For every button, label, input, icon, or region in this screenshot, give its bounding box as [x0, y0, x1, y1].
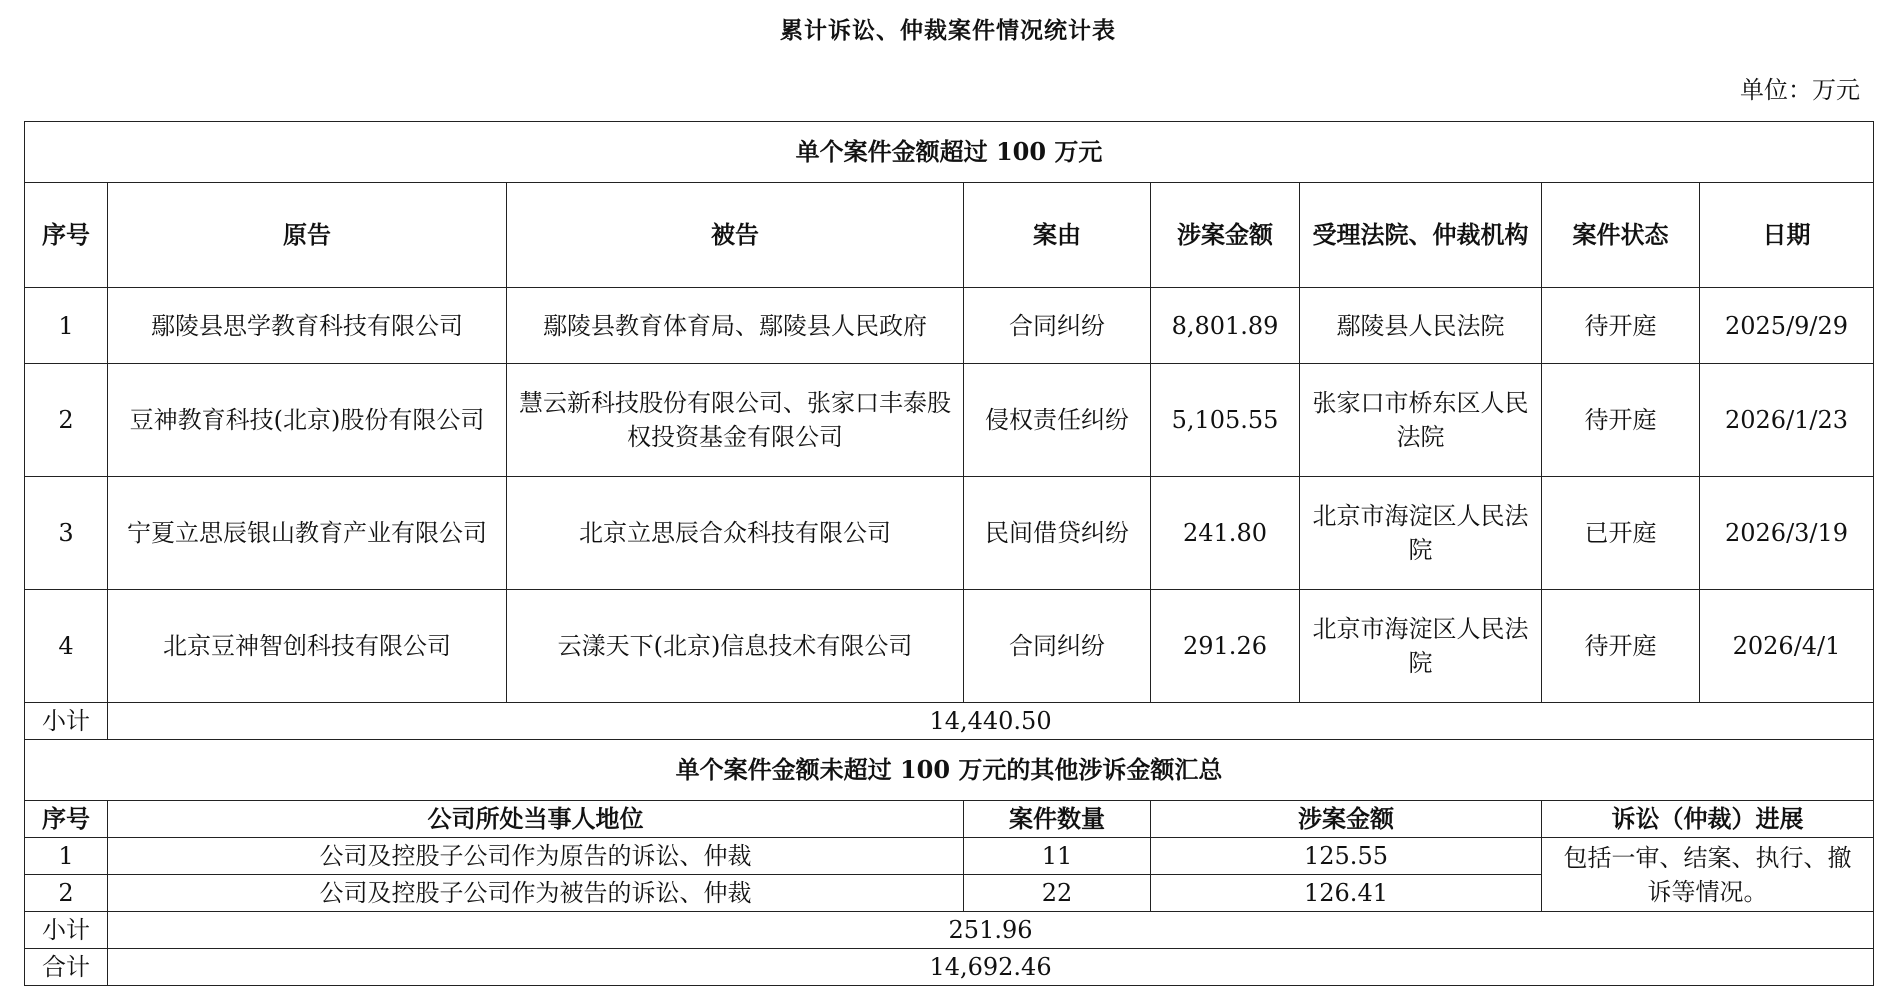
table-row	[25, 590, 1874, 703]
col-header-cause: 案由	[964, 183, 1151, 288]
case-cause: 民间借贷纠纷	[964, 477, 1151, 590]
summary-index: 2	[25, 875, 108, 912]
case-amount: 5,105.55	[1151, 364, 1300, 477]
total-label: 合计	[25, 949, 108, 986]
case-plaintiff: 北京豆神智创科技有限公司	[108, 590, 507, 703]
case-plaintiff: 豆神教育科技(北京)股份有限公司	[108, 364, 507, 477]
table-row	[25, 364, 1874, 477]
summary-party-role: 公司及控股子公司作为原告的诉讼、仲裁	[108, 838, 964, 875]
case-amount: 8,801.89	[1151, 288, 1300, 364]
case-defendant: 北京立思辰合众科技有限公司	[507, 477, 964, 590]
summary-party-role: 公司及控股子公司作为被告的诉讼、仲裁	[108, 875, 964, 912]
case-plaintiff: 宁夏立思辰银山教育产业有限公司	[108, 477, 507, 590]
page-title: 累计诉讼、仲裁案件情况统计表	[780, 17, 1116, 44]
litigation-table	[24, 121, 1874, 986]
case-index: 4	[25, 590, 108, 703]
table-row	[25, 838, 1874, 875]
case-cause: 侵权责任纠纷	[964, 364, 1151, 477]
section2-subtotal-row	[25, 912, 1874, 949]
summary-case-count: 11	[964, 838, 1151, 875]
col-header-amount: 涉案金额	[1151, 183, 1300, 288]
case-status: 待开庭	[1542, 288, 1700, 364]
col-header-party-role: 公司所处当事人地位	[108, 801, 964, 838]
case-defendant: 鄢陵县教育体育局、鄢陵县人民政府	[507, 288, 964, 364]
case-court: 北京市海淀区人民法院	[1300, 590, 1542, 703]
grand-total-row	[25, 949, 1874, 986]
col-header-court: 受理法院、仲裁机构	[1300, 183, 1542, 288]
case-cause: 合同纠纷	[964, 288, 1151, 364]
subtotal-value: 14,440.50	[108, 703, 1874, 740]
case-cause: 合同纠纷	[964, 590, 1151, 703]
table-row	[25, 288, 1874, 364]
case-date: 2026/3/19	[1700, 477, 1874, 590]
case-date: 2025/9/29	[1700, 288, 1874, 364]
case-index: 2	[25, 364, 108, 477]
case-index: 1	[25, 288, 108, 364]
section1-header-row	[25, 183, 1874, 288]
case-amount: 291.26	[1151, 590, 1300, 703]
col-header-plaintiff: 原告	[108, 183, 507, 288]
case-court: 北京市海淀区人民法院	[1300, 477, 1542, 590]
case-index: 3	[25, 477, 108, 590]
section1-subtotal-row	[25, 703, 1874, 740]
subtotal-label: 小计	[25, 703, 108, 740]
total-value: 14,692.46	[108, 949, 1874, 986]
col-header-defendant: 被告	[507, 183, 964, 288]
case-defendant: 慧云新科技股份有限公司、张家口丰泰股权投资基金有限公司	[507, 364, 964, 477]
col-header-index: 序号	[25, 183, 108, 288]
case-court: 鄢陵县人民法院	[1300, 288, 1542, 364]
table-row	[25, 477, 1874, 590]
section2-header-row	[25, 801, 1874, 838]
section1-heading: 单个案件金额超过 100 万元	[25, 122, 1874, 183]
case-date: 2026/4/1	[1700, 590, 1874, 703]
col-header-date: 日期	[1700, 183, 1874, 288]
col-header-progress: 诉讼（仲裁）进展	[1542, 801, 1874, 838]
col-header-case-count: 案件数量	[964, 801, 1151, 838]
case-amount: 241.80	[1151, 477, 1300, 590]
case-status: 待开庭	[1542, 364, 1700, 477]
summary-progress: 包括一审、结案、执行、撤诉等情况。	[1542, 838, 1874, 912]
col-header-index: 序号	[25, 801, 108, 838]
case-plaintiff: 鄢陵县思学教育科技有限公司	[108, 288, 507, 364]
unit-label: 单位：万元	[1740, 76, 1860, 104]
section2-heading: 单个案件金额未超过 100 万元的其他涉诉金额汇总	[25, 740, 1874, 801]
col-header-amount: 涉案金额	[1151, 801, 1542, 838]
case-status: 已开庭	[1542, 477, 1700, 590]
col-header-status: 案件状态	[1542, 183, 1700, 288]
summary-case-count: 22	[964, 875, 1151, 912]
subtotal-value: 251.96	[108, 912, 1874, 949]
summary-amount: 126.41	[1151, 875, 1542, 912]
subtotal-label: 小计	[25, 912, 108, 949]
case-defendant: 云漾天下(北京)信息技术有限公司	[507, 590, 964, 703]
case-date: 2026/1/23	[1700, 364, 1874, 477]
summary-amount: 125.55	[1151, 838, 1542, 875]
case-status: 待开庭	[1542, 590, 1700, 703]
summary-index: 1	[25, 838, 108, 875]
case-court: 张家口市桥东区人民法院	[1300, 364, 1542, 477]
